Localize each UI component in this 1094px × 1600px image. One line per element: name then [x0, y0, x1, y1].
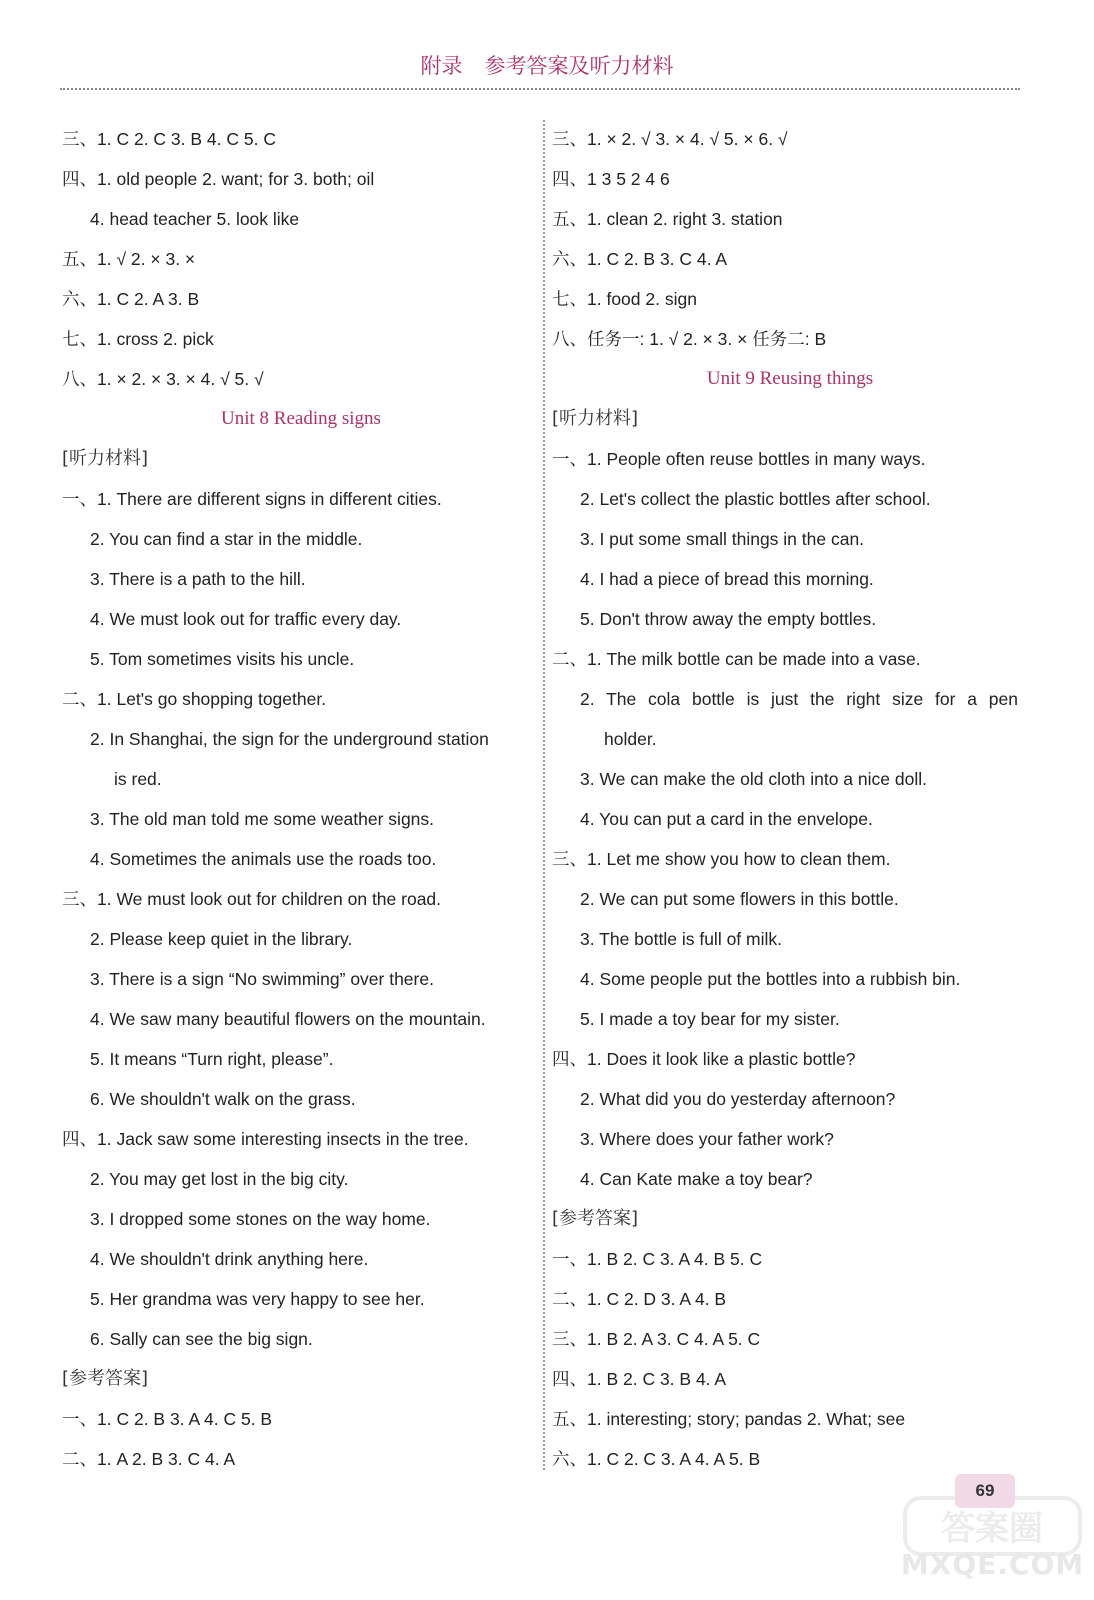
right-line: 5. Don't throw away the empty bottles.	[580, 609, 877, 629]
right-line: 4. Can Kate make a toy bear?	[580, 1169, 813, 1189]
right-section-label: [听力材料]	[552, 408, 639, 429]
left-line: 三、1. We must look out for children on the road.	[62, 889, 442, 909]
left-line: 2. In Shanghai, the sign for the underground station	[90, 729, 489, 749]
left-line: 三、1. C 2. C 3. B 4. C 5. C	[62, 129, 276, 149]
header-appendix: 附录	[420, 54, 463, 78]
right-line: 2. The cola bottle is just the right size for a pen	[580, 689, 1018, 709]
header-title: 参考答案及听力材料	[484, 54, 674, 78]
left-line: 4. We must look out for traffic every day.	[90, 609, 402, 629]
right-line: 三、1. × 2. √ 3. × 4. √ 5. × 6. √	[552, 129, 788, 149]
left-line: 4. We shouldn't drink anything here.	[90, 1249, 369, 1269]
right-line: 三、1. B 2. A 3. C 4. A 5. C	[552, 1329, 761, 1349]
right-line: 3. We can make the old cloth into a nice doll.	[580, 769, 927, 789]
left-line: 4. We saw many beautiful flowers on the mountain.	[90, 1009, 486, 1029]
left-line: 2. Please keep quiet in the library.	[90, 929, 353, 949]
watermark-site: MXQE.COM	[900, 1548, 1085, 1581]
left-section-label: [听力材料]	[62, 448, 149, 469]
left-line: 3. I dropped some stones on the way home.	[90, 1209, 431, 1229]
right-unit-title: Unit 9 Reusing things	[706, 368, 874, 389]
right-line: 四、1. Does it look like a plastic bottle?	[552, 1049, 856, 1069]
left-line: 2. You may get lost in the big city.	[90, 1169, 349, 1189]
right-line: 二、1. The milk bottle can be made into a vase.	[552, 649, 921, 669]
left-section-label: [参考答案]	[62, 1368, 149, 1389]
left-line: 六、1. C 2. A 3. B	[62, 289, 200, 309]
right-line: 八、任务一: 1. √ 2. × 3. × 任务二: B	[552, 329, 827, 349]
left-line: 二、1. A 2. B 3. C 4. A	[62, 1449, 236, 1469]
left-line: 6. We shouldn't walk on the grass.	[90, 1089, 356, 1109]
left-line: 5. Her grandma was very happy to see her.	[90, 1289, 425, 1309]
left-line: 一、1. There are different signs in different cities.	[62, 489, 442, 509]
right-line: 四、1 3 5 2 4 6	[552, 169, 670, 189]
left-line: 5. Tom sometimes visits his uncle.	[90, 649, 355, 669]
left-line: is red.	[114, 769, 162, 789]
left-line: 五、1. √ 2. × 3. ×	[62, 249, 196, 269]
right-line: holder.	[604, 729, 657, 749]
right-line: 2. Let's collect the plastic bottles after school.	[580, 489, 931, 509]
right-line: 七、1. food 2. sign	[552, 289, 697, 309]
left-line: 二、1. Let's go shopping together.	[62, 689, 327, 709]
right-line: 4. I had a piece of bread this morning.	[580, 569, 874, 589]
right-line: 3. The bottle is full of milk.	[580, 929, 782, 949]
right-column	[552, 119, 1028, 1479]
right-line: 4. Some people put the bottles into a rubbish bin.	[580, 969, 961, 989]
right-line: 4. You can put a card in the envelope.	[580, 809, 873, 829]
left-line: 4. Sometimes the animals use the roads too.	[90, 849, 437, 869]
right-line: 一、1. People often reuse bottles in many ways.	[552, 449, 926, 469]
header-rule	[60, 88, 1020, 90]
right-line: 六、1. C 2. C 3. A 4. A 5. B	[552, 1449, 761, 1469]
right-line: 2. We can put some flowers in this bottle.	[580, 889, 899, 909]
left-line: 七、1. cross 2. pick	[62, 329, 214, 349]
left-line: 四、1. old people 2. want; for 3. both; oil	[62, 169, 375, 189]
left-line: 4. head teacher 5. look like	[90, 209, 300, 229]
left-unit-title: Unit 8 Reading signs	[221, 408, 381, 429]
right-line: 五、1. interesting; story; pandas 2. What; see	[552, 1409, 906, 1429]
watermark-logo-text: 答案圈	[941, 1509, 1043, 1549]
left-line: 一、1. C 2. B 3. A 4. C 5. B	[62, 1409, 273, 1429]
left-line: 3. There is a path to the hill.	[90, 569, 306, 589]
left-line: 八、1. × 2. × 3. × 4. √ 5. √	[62, 369, 264, 389]
right-line: 2. What did you do yesterday afternoon?	[580, 1089, 896, 1109]
left-line: 2. You can find a star in the middle.	[90, 529, 363, 549]
right-line: 六、1. C 2. B 3. C 4. A	[552, 249, 728, 269]
column-divider	[543, 120, 545, 1470]
page-header	[0, 50, 1094, 80]
right-line: 3. Where does your father work?	[580, 1129, 834, 1149]
left-line: 3. There is a sign “No swimming” over there.	[90, 969, 434, 989]
right-line: 二、1. C 2. D 3. A 4. B	[552, 1289, 727, 1309]
right-line: 五、1. clean 2. right 3. station	[552, 209, 783, 229]
right-line: 四、1. B 2. C 3. B 4. A	[552, 1369, 727, 1389]
left-line: 6. Sally can see the big sign.	[90, 1329, 313, 1349]
left-column	[62, 119, 540, 1479]
left-line: 5. It means “Turn right, please”.	[90, 1049, 334, 1069]
right-line: 三、1. Let me show you how to clean them.	[552, 849, 891, 869]
right-line: 5. I made a toy bear for my sister.	[580, 1009, 840, 1029]
page-number: 69	[955, 1474, 1015, 1508]
right-section-label: [参考答案]	[552, 1208, 639, 1229]
right-line: 一、1. B 2. C 3. A 4. B 5. C	[552, 1249, 763, 1269]
left-line: 3. The old man told me some weather signs.	[90, 809, 435, 829]
left-line: 四、1. Jack saw some interesting insects in the tree.	[62, 1129, 469, 1149]
right-line: 3. I put some small things in the can.	[580, 529, 865, 549]
